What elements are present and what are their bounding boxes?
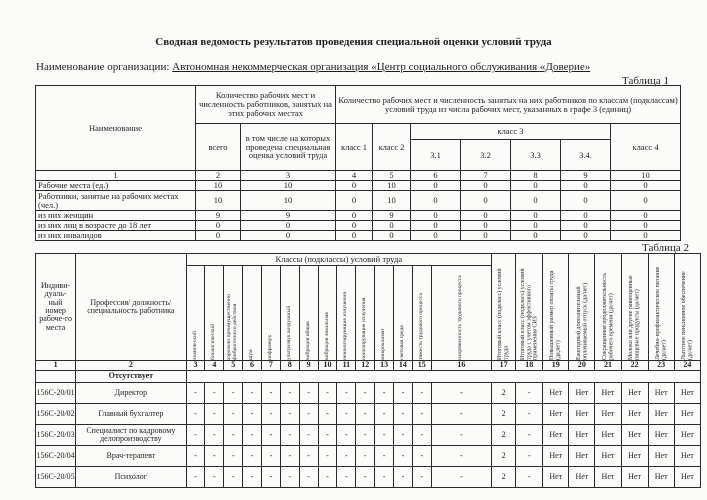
- header-class2: класс 2: [373, 124, 411, 171]
- section-title: Отсутствует: [76, 371, 186, 383]
- factor-class: -: [186, 425, 205, 446]
- cell-value: 0: [461, 221, 511, 231]
- col-num: 17: [492, 361, 516, 371]
- result-label: Льготное пенсионное обеспечение (да/нет): [681, 271, 694, 360]
- header-reduced-hours: [595, 254, 621, 361]
- header-factor: [375, 266, 394, 361]
- table-row: [36, 221, 681, 231]
- final-class-siz: -: [516, 404, 543, 425]
- benefit-value: Нет: [543, 467, 569, 488]
- factor-class: -: [394, 446, 413, 467]
- benefit-value: Нет: [674, 404, 700, 425]
- cell-value: 0: [336, 181, 373, 191]
- factor-class: -: [375, 425, 394, 446]
- col-num: 11: [337, 361, 356, 371]
- header-factor: [431, 266, 491, 361]
- factor-class: -: [318, 446, 337, 467]
- header-profession: Профессия/ должность/ специальность работника: [76, 254, 186, 361]
- factor-class: -: [280, 467, 299, 488]
- header-class-3-3: 3.3: [511, 140, 561, 171]
- factor-class: -: [205, 404, 224, 425]
- benefit-value: Нет: [648, 383, 674, 404]
- factor-class: -: [318, 383, 337, 404]
- header-final-class: [492, 254, 516, 361]
- factor-class: -: [299, 383, 318, 404]
- col-num: 16: [431, 361, 491, 371]
- col-num: 10: [611, 171, 681, 181]
- section-empty-cell: [36, 371, 76, 383]
- table-row: [36, 191, 681, 211]
- cell-value: 0: [461, 231, 511, 241]
- benefit-value: Нет: [543, 383, 569, 404]
- header-pension: [674, 254, 700, 361]
- row-label: Работники, занятые на рабочих местах (чел.): [36, 191, 196, 211]
- col-num: 19: [543, 361, 569, 371]
- cell-value: 0: [561, 211, 611, 221]
- cell-value: 0: [411, 191, 461, 211]
- table-row: [36, 383, 701, 404]
- factor-label: микроклимат: [380, 328, 387, 360]
- col-num: 7: [461, 171, 511, 181]
- col-num: 2: [76, 361, 186, 371]
- col-num: 13: [375, 361, 394, 371]
- result-label: Итоговый класс (подкласс) условий труда: [497, 268, 510, 360]
- cell-value: 10: [241, 191, 336, 211]
- table-row: [36, 425, 701, 446]
- header-workplaces-group: Количество рабочих мест и численность работников, занятых на этих рабочих местах: [196, 86, 336, 124]
- cell-value: 0: [611, 211, 681, 221]
- factor-class: -: [243, 446, 262, 467]
- summary-table-1: [35, 85, 681, 241]
- benefit-value: Нет: [543, 425, 569, 446]
- factor-class: -: [337, 446, 356, 467]
- row-label: из них женщин: [36, 211, 196, 221]
- factor-class: -: [412, 446, 431, 467]
- factor-label: неионизирующие излучения: [342, 292, 349, 360]
- col-num: 21: [595, 361, 621, 371]
- benefit-value: Нет: [621, 425, 648, 446]
- col-num: 2: [196, 171, 241, 181]
- cell-value: 0: [561, 231, 611, 241]
- factor-class: -: [394, 404, 413, 425]
- benefit-value: Нет: [595, 404, 621, 425]
- col-num: 20: [569, 361, 595, 371]
- factor-class: -: [224, 383, 243, 404]
- final-class: 2: [492, 404, 516, 425]
- cell-value: 0: [561, 221, 611, 231]
- result-label: Молоко или другие равноценные пищевые продукты (да/нет): [628, 275, 641, 360]
- header-name: Наименование: [36, 86, 196, 171]
- row-label: из них инвалидов: [36, 231, 196, 241]
- cell-value: 0: [611, 181, 681, 191]
- factor-class: -: [280, 425, 299, 446]
- final-class: 2: [492, 383, 516, 404]
- header-factor: [356, 266, 375, 361]
- cell-value: 10: [196, 191, 241, 211]
- cell-value: 0: [511, 221, 561, 231]
- table-row: [36, 446, 701, 467]
- cell-value: 0: [336, 211, 373, 221]
- header-increased-pay: [543, 254, 569, 361]
- factor-class: -: [375, 383, 394, 404]
- factor-class: -: [337, 404, 356, 425]
- factor-class: -: [205, 467, 224, 488]
- factor-label: инфразвук: [266, 334, 273, 360]
- cell-value: 0: [373, 221, 411, 231]
- cell-value: 0: [461, 181, 511, 191]
- header-factor: [205, 266, 224, 361]
- header-extra-leave: [569, 254, 595, 361]
- organization-line: [36, 61, 590, 73]
- header-assessed: в том числе на которых проведена специальная оценка условий труда: [241, 124, 336, 171]
- header-classes-group: Количество рабочих мест и численность занятых на них работников по классам (подклассам) условий труда из числа рабочих мест, указанных в графе 3 (единиц): [336, 86, 681, 124]
- workplace-id: 156С-20/01: [36, 383, 76, 404]
- header-therapeutic-food: [648, 254, 674, 361]
- factor-class: -: [224, 404, 243, 425]
- factor-class: -: [356, 446, 375, 467]
- factor-class: -: [186, 383, 205, 404]
- benefit-value: Нет: [569, 446, 595, 467]
- final-class-siz: -: [516, 446, 543, 467]
- benefit-value: Нет: [595, 467, 621, 488]
- header-factor: [337, 266, 356, 361]
- col-num: 22: [621, 361, 648, 371]
- factor-class: -: [394, 425, 413, 446]
- factor-class: -: [394, 467, 413, 488]
- benefit-value: Нет: [674, 383, 700, 404]
- factor-class: -: [205, 425, 224, 446]
- organization-name: Автономная некоммерческая организация «Центр социального обслуживания «Доверие»: [172, 61, 591, 73]
- cell-value: 0: [511, 191, 561, 211]
- row-label: Рабочие места (ед.): [36, 181, 196, 191]
- col-num: 9: [561, 171, 611, 181]
- profession-name: Директор: [76, 383, 186, 404]
- section-empty-cell: [186, 371, 700, 383]
- benefit-value: Нет: [543, 404, 569, 425]
- table1-label: Таблица 1: [622, 75, 670, 87]
- benefit-value: Нет: [595, 446, 621, 467]
- factor-class: -: [375, 446, 394, 467]
- header-factor: [186, 266, 205, 361]
- header-factor: [280, 266, 299, 361]
- factor-class: -: [299, 404, 318, 425]
- col-num: 15: [412, 361, 431, 371]
- factor-class: -: [186, 446, 205, 467]
- factor-class: -: [261, 425, 280, 446]
- factor-label: напряженность трудового процесса: [457, 275, 464, 360]
- factor-class: -: [356, 404, 375, 425]
- col-num: 3: [186, 361, 205, 371]
- factor-class: -: [299, 467, 318, 488]
- factor-class: -: [412, 404, 431, 425]
- cell-value: 0: [336, 221, 373, 231]
- factor-class: -: [431, 383, 491, 404]
- header-class4: класс 4: [611, 124, 681, 171]
- factor-class: -: [280, 383, 299, 404]
- factor-label: ультразвук воздушный: [285, 305, 292, 360]
- col-num: 1: [36, 361, 76, 371]
- header-total: всего: [196, 124, 241, 171]
- factor-label: ионизирующие излучения: [361, 297, 368, 360]
- benefit-value: Нет: [621, 467, 648, 488]
- benefit-value: Нет: [648, 467, 674, 488]
- table2-label: Таблица 2: [642, 242, 690, 254]
- table-row: [36, 211, 681, 221]
- factor-label: биологический: [210, 323, 217, 360]
- header-factor: [243, 266, 262, 361]
- factor-class: -: [261, 446, 280, 467]
- factor-class: -: [412, 383, 431, 404]
- cell-value: 9: [373, 211, 411, 221]
- benefit-value: Нет: [569, 383, 595, 404]
- cell-value: 9: [196, 211, 241, 221]
- cell-value: 10: [373, 181, 411, 191]
- result-label: Лечебно-профилактическое питание (да/нет): [654, 266, 668, 360]
- benefit-value: Нет: [569, 425, 595, 446]
- factor-class: -: [318, 467, 337, 488]
- factor-class: -: [243, 404, 262, 425]
- header-factor: [394, 266, 413, 361]
- final-class: 2: [492, 467, 516, 488]
- cell-value: 0: [411, 211, 461, 221]
- factor-label: вибрация локальная: [323, 312, 330, 360]
- col-num: 18: [516, 361, 543, 371]
- factor-class: -: [205, 446, 224, 467]
- col-num: 8: [280, 361, 299, 371]
- cell-value: 10: [196, 181, 241, 191]
- factor-class: -: [431, 425, 491, 446]
- factor-class: -: [299, 425, 318, 446]
- col-num: 4: [336, 171, 373, 181]
- factor-class: -: [337, 467, 356, 488]
- cell-value: 0: [196, 221, 241, 231]
- final-class: 2: [492, 425, 516, 446]
- header-factor: [318, 266, 337, 361]
- factor-class: -: [224, 467, 243, 488]
- header-workplace-id: Индиви-дуаль-ный номер рабоче-го места: [36, 254, 76, 361]
- profession-name: Психолог: [76, 467, 186, 488]
- result-label: Ежегодный дополнительный оплачиваемый отпуск (да/нет): [575, 282, 588, 360]
- cell-value: 0: [561, 181, 611, 191]
- benefit-value: Нет: [674, 467, 700, 488]
- factor-class: -: [261, 383, 280, 404]
- table-row: [36, 181, 681, 191]
- table-row: [36, 231, 681, 241]
- factor-class: -: [375, 467, 394, 488]
- header-class-3-4: 3.4.: [561, 140, 611, 171]
- factor-class: -: [431, 404, 491, 425]
- cell-value: 0: [611, 221, 681, 231]
- col-num: 5: [373, 171, 411, 181]
- factor-class: -: [356, 383, 375, 404]
- benefit-value: Нет: [569, 467, 595, 488]
- header-factor: [299, 266, 318, 361]
- cell-value: 0: [461, 191, 511, 211]
- factor-label: световая среда: [399, 325, 405, 360]
- cell-value: 0: [241, 221, 336, 231]
- result-label: Повышенный размер оплаты труда (да,нет): [549, 270, 562, 360]
- benefit-value: Нет: [543, 446, 569, 467]
- factor-class: -: [261, 467, 280, 488]
- result-label: Итоговый класс (подкласс) условий труда с учетом эффективного применения СИЗ: [519, 268, 539, 360]
- factor-class: -: [318, 425, 337, 446]
- factor-class: -: [375, 404, 394, 425]
- cell-value: 0: [336, 231, 373, 241]
- cell-value: 0: [373, 231, 411, 241]
- factor-class: -: [186, 404, 205, 425]
- cell-value: 0: [196, 231, 241, 241]
- profession-name: Специалист по кадровому делопроизводству: [76, 425, 186, 446]
- cell-value: 0: [511, 181, 561, 191]
- factor-label: аэрозоли преимущественно фиброгенного действия: [226, 294, 239, 360]
- header-class-3-1: 3.1: [411, 140, 461, 171]
- factor-label: вибрация общая: [304, 321, 311, 360]
- benefit-value: Нет: [674, 446, 700, 467]
- header-class1: класс 1: [336, 124, 373, 171]
- header-final-class-siz: [516, 254, 543, 361]
- benefit-value: Нет: [621, 404, 648, 425]
- factor-class: -: [431, 446, 491, 467]
- column-number-row: [36, 361, 701, 371]
- result-label: Сокращенная продолжительность рабочего времени (да/нет): [601, 273, 614, 360]
- factor-class: -: [243, 383, 262, 404]
- factor-class: -: [299, 446, 318, 467]
- factor-class: -: [186, 467, 205, 488]
- workplace-id: 156С-20/03: [36, 425, 76, 446]
- profession-name: Главный бухгалтер: [76, 404, 186, 425]
- factor-class: -: [337, 383, 356, 404]
- workplace-id: 156С-20/04: [36, 446, 76, 467]
- col-num: 6: [243, 361, 262, 371]
- document-title: Сводная ведомость результатов проведения специальной оценки условий труда: [155, 36, 552, 48]
- factor-label: химический: [191, 331, 198, 360]
- cell-value: 9: [241, 211, 336, 221]
- col-num: 9: [299, 361, 318, 371]
- header-factor: [412, 266, 431, 361]
- col-num: 7: [261, 361, 280, 371]
- col-num: 1: [36, 171, 196, 181]
- benefit-value: Нет: [648, 446, 674, 467]
- factor-class: -: [431, 467, 491, 488]
- col-num: 12: [356, 361, 375, 371]
- header-milk: [621, 254, 648, 361]
- factor-class: -: [318, 404, 337, 425]
- benefit-value: Нет: [621, 446, 648, 467]
- final-class: 2: [492, 446, 516, 467]
- cell-value: 10: [373, 191, 411, 211]
- row-label: из них лиц в возрасте до 18 лет: [36, 221, 196, 231]
- header-factor: [224, 266, 243, 361]
- workplace-results-table-2: [35, 253, 701, 488]
- header-class-3-2: 3.2: [461, 140, 511, 171]
- col-num: 23: [648, 361, 674, 371]
- benefit-value: Нет: [595, 383, 621, 404]
- factor-class: -: [280, 446, 299, 467]
- benefit-value: Нет: [595, 425, 621, 446]
- col-num: 3: [241, 171, 336, 181]
- factor-class: -: [205, 383, 224, 404]
- benefit-value: Нет: [648, 425, 674, 446]
- factor-class: -: [412, 467, 431, 488]
- col-num: 5: [224, 361, 243, 371]
- header-classes: Классы (подклассы) условий труда: [186, 254, 492, 266]
- col-num: 24: [674, 361, 700, 371]
- factor-class: -: [356, 425, 375, 446]
- col-num: 6: [411, 171, 461, 181]
- cell-value: 0: [511, 211, 561, 221]
- col-num: 10: [318, 361, 337, 371]
- final-class-siz: -: [516, 467, 543, 488]
- cell-value: 0: [411, 221, 461, 231]
- benefit-value: Нет: [569, 404, 595, 425]
- workplace-id: 156С-20/05: [36, 467, 76, 488]
- cell-value: 0: [411, 181, 461, 191]
- cell-value: 0: [611, 231, 681, 241]
- col-num: 4: [205, 361, 224, 371]
- factor-class: -: [356, 467, 375, 488]
- col-num: 14: [394, 361, 413, 371]
- factor-class: -: [261, 404, 280, 425]
- final-class-siz: -: [516, 383, 543, 404]
- factor-class: -: [412, 425, 431, 446]
- benefit-value: Нет: [621, 383, 648, 404]
- factor-class: -: [224, 446, 243, 467]
- cell-value: 0: [611, 191, 681, 211]
- workplace-id: 156С-20/02: [36, 404, 76, 425]
- factor-class: -: [394, 383, 413, 404]
- factor-class: -: [224, 425, 243, 446]
- cell-value: 0: [561, 191, 611, 211]
- cell-value: 0: [461, 211, 511, 221]
- organization-label: Наименование организации:: [36, 61, 173, 73]
- factor-label: шум: [248, 349, 255, 360]
- benefit-value: Нет: [648, 404, 674, 425]
- cell-value: 0: [511, 231, 561, 241]
- header-class3: класс 3: [411, 124, 611, 140]
- factor-class: -: [243, 425, 262, 446]
- table-row: [36, 467, 701, 488]
- cell-value: 0: [241, 231, 336, 241]
- factor-class: -: [337, 425, 356, 446]
- benefit-value: Нет: [674, 425, 700, 446]
- factor-class: -: [280, 404, 299, 425]
- factor-label: тяжесть трудового процесса: [417, 292, 424, 360]
- profession-name: Врач-терапевт: [76, 446, 186, 467]
- cell-value: 10: [241, 181, 336, 191]
- column-number-row: [36, 171, 681, 181]
- factor-class: -: [243, 467, 262, 488]
- header-factor: [261, 266, 280, 361]
- col-num: 8: [511, 171, 561, 181]
- cell-value: 0: [411, 231, 461, 241]
- cell-value: 0: [336, 191, 373, 211]
- final-class-siz: -: [516, 425, 543, 446]
- table-row: [36, 404, 701, 425]
